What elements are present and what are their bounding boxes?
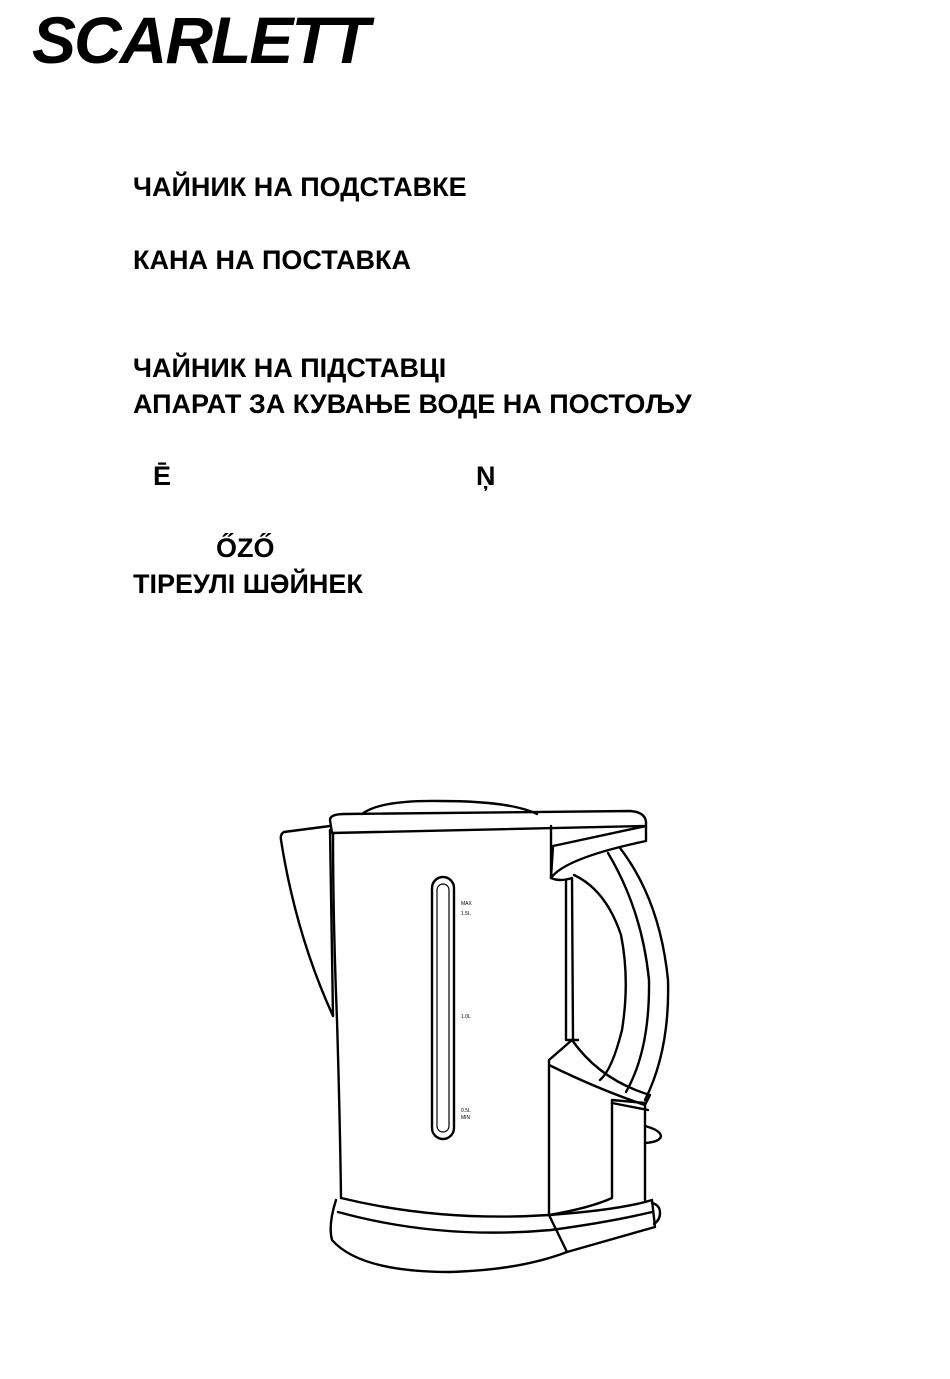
kettle-handle-inner bbox=[574, 875, 626, 1080]
kettle-handle-top bbox=[551, 826, 646, 878]
kettle-body-left bbox=[333, 833, 341, 1198]
title-kz: ТІРЕУЛІ ШӘЙНЕК bbox=[133, 569, 363, 599]
title-glyph-c: ŐZŐ bbox=[216, 533, 275, 563]
kettle-body-bottom bbox=[341, 1198, 549, 1217]
title-scg: АПАРАТ ЗА КУВАЊЕ ВОДЕ НА ПОСТОЉУ bbox=[133, 389, 692, 419]
kettle-rim bbox=[330, 811, 646, 833]
kettle-illustration bbox=[270, 795, 680, 1305]
scarlett-logo bbox=[30, 0, 410, 75]
kettle-handle-outer bbox=[620, 848, 668, 1100]
title-bg: КАНА НА ПОСТАВКА bbox=[133, 245, 411, 275]
kettle-base-split bbox=[549, 1215, 567, 1252]
title-glyph-a: Ē bbox=[153, 461, 172, 491]
kettle-water-window bbox=[432, 877, 454, 1139]
kettle-water-window-inner bbox=[437, 884, 449, 1132]
scale-min: MIN bbox=[461, 1115, 471, 1121]
kettle-base bbox=[331, 1200, 655, 1272]
scale-max-vol: 1.5L bbox=[461, 911, 471, 917]
kettle-base-top-line bbox=[338, 1212, 652, 1233]
title-ru: ЧАЙНИК НА ПОДСТАВКЕ bbox=[133, 172, 467, 202]
kettle-switch-knob bbox=[645, 1126, 661, 1143]
logo-text: SCARLETT bbox=[32, 3, 368, 75]
title-glyph-b: Ņ bbox=[476, 461, 496, 491]
scale-max: MAX bbox=[461, 901, 472, 907]
scale-mid-vol: 1.0L bbox=[461, 1014, 471, 1020]
kettle-spout bbox=[281, 826, 333, 1016]
kettle-body-right bbox=[551, 826, 573, 1040]
title-ua: ЧАЙНИК НА ПІДСТАВЦІ bbox=[133, 353, 447, 383]
scale-min-vol: 0.5L bbox=[461, 1108, 471, 1114]
